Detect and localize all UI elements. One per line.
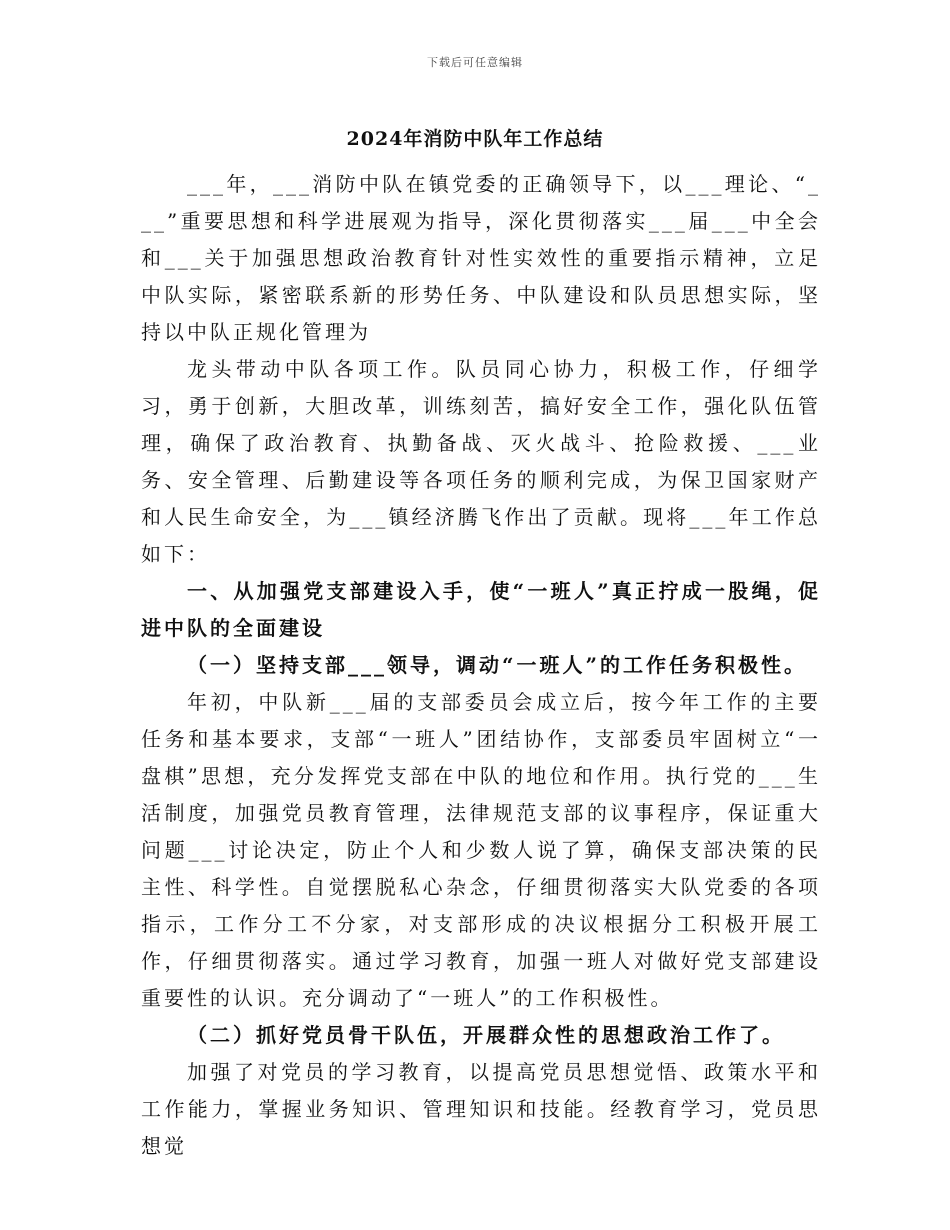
header-note: 下载后可任意编辑 [427, 56, 523, 69]
subsection-heading-1: （一）坚持支部___领导，调动“一班人”的工作任务积极性。 [187, 653, 808, 677]
paragraph-body-2: 加强了对党员的学习教育，以提高党员思想觉悟、政策水平和工作能力，掌握业务知识、管理知识和技能。经教育学习，党员思想觉 [141, 1060, 821, 1158]
paragraph-body-1: 年初，中队新___届的支部委员会成立后，按今年工作的主要任务和基本要求，支部“一班人”团结协作，支部委员牢固树立“一盘棋”思想，充分发挥党支部在中队的地位和作用。执行党的___生活制度，加强党员教育管理，法律规范支部的议事程序，保证重大问题___讨论决定，防止个人和少数人说了算，确保支部决策的民主性、科学性。自觉摆脱私心杂念，仔细贯彻落实大队党委的各项指示，工作分工不分家，对支部形成的决议根据分工积极开展工作，仔细贯彻落实。通过学习教育，加强一班人对做好党支部建设重要性的认识。充分调动了“一班人”的工作积极性。 [141, 690, 821, 1010]
subsection-heading-2: （二）抓好党员骨干队伍，开展群众性的思想政治工作了。 [187, 1023, 785, 1047]
section-heading-1: 一、从加强党支部建设入手，使“一班人”真正拧成一股绳，促进中队的全面建设 [141, 579, 821, 640]
paragraph-intro-2: 龙头带动中队各项工作。队员同心协力，积极工作，仔细学习，勇于创新，大胆改革，训练刻苦，搞好安全工作，强化队伍管理，确保了政治教育、执勤备战、灭火战斗、抢险救援、___业务、安全管理、后勤建设等各项任务的顺利完成，为保卫国家财产和人民生命安全，为___镇经济腾飞作出了贡献。现将___年工作总如下： [141, 357, 821, 566]
paragraph-intro-1: ___年，___消防中队在镇党委的正确领导下，以___理论、“___”重要思想和科学进展观为指导，深化贯彻落实___届___中全会和___关于加强思想政治教育针对性实效性的重要指示精神，立足中队实际，紧密联系新的形势任务、中队建设和队员思想实际，坚持以中队正规化管理为 [141, 172, 821, 344]
document-body [141, 166, 821, 1165]
document-title: 2024年消防中队年工作总结 [346, 128, 604, 150]
